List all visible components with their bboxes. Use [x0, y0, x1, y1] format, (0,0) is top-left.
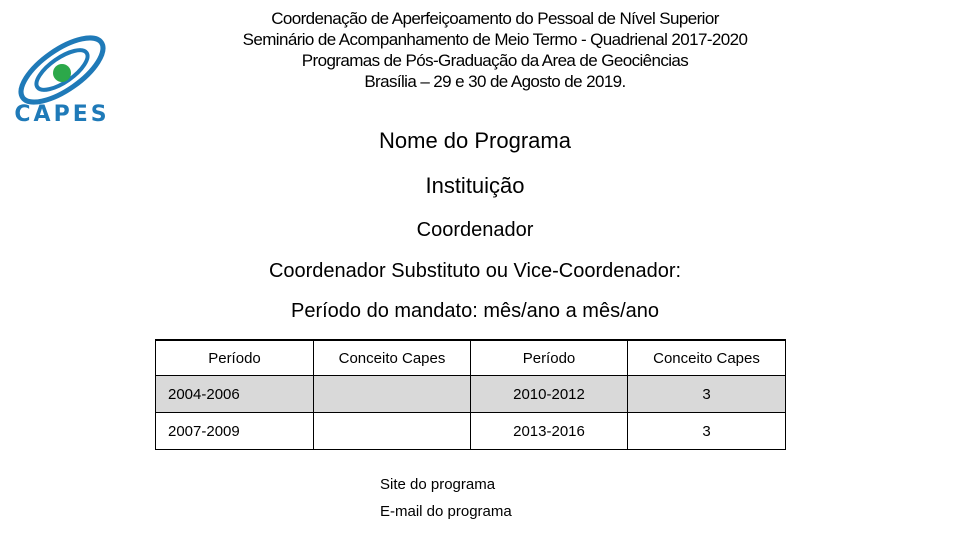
table-header-row: [156, 340, 786, 376]
table-cell: 2007-2009: [156, 413, 314, 450]
institution: Instituição: [425, 173, 525, 198]
table-row: [156, 413, 786, 450]
capes-logo-mark: [10, 32, 115, 107]
header-line-3: Programas de Pós-Graduação da Area de Geociências: [301, 51, 689, 70]
program-email: E-mail do programa: [380, 503, 512, 520]
table-cell: 3: [628, 376, 786, 413]
column-header: Conceito Capes: [628, 340, 786, 376]
column-header: Conceito Capes: [314, 340, 471, 376]
evaluation-table: [155, 339, 786, 450]
event-header: [160, 8, 830, 92]
column-header: Período: [156, 340, 314, 376]
header-line-2: Seminário de Acompanhamento de Meio Termo - Quadrienal 2017-2020: [242, 30, 748, 49]
table-cell: 2010-2012: [471, 376, 628, 413]
column-header: Período: [471, 340, 628, 376]
coordinator: Coordenador: [416, 219, 534, 241]
table-cell: 3: [628, 413, 786, 450]
header-line-4: Brasília – 29 e 30 de Agosto de 2019.: [364, 72, 626, 91]
mandate-period: Período do mandato: mês/ano a mês/ano: [290, 300, 659, 322]
table-cell: [314, 413, 471, 450]
table-cell: 2013-2016: [471, 413, 628, 450]
table-cell: [314, 376, 471, 413]
table-row: [156, 376, 786, 413]
substitute-coordinator: Coordenador Substituto ou Vice-Coordenador:: [268, 260, 682, 282]
header-line-1: Coordenação de Aperfeiçoamento do Pessoal de Nível Superior: [271, 9, 719, 28]
table-cell: 2004-2006: [156, 376, 314, 413]
program-site: Site do programa: [380, 476, 496, 493]
capes-logo-text: CAPES: [14, 102, 110, 127]
program-name: Nome do Programa: [379, 128, 571, 153]
